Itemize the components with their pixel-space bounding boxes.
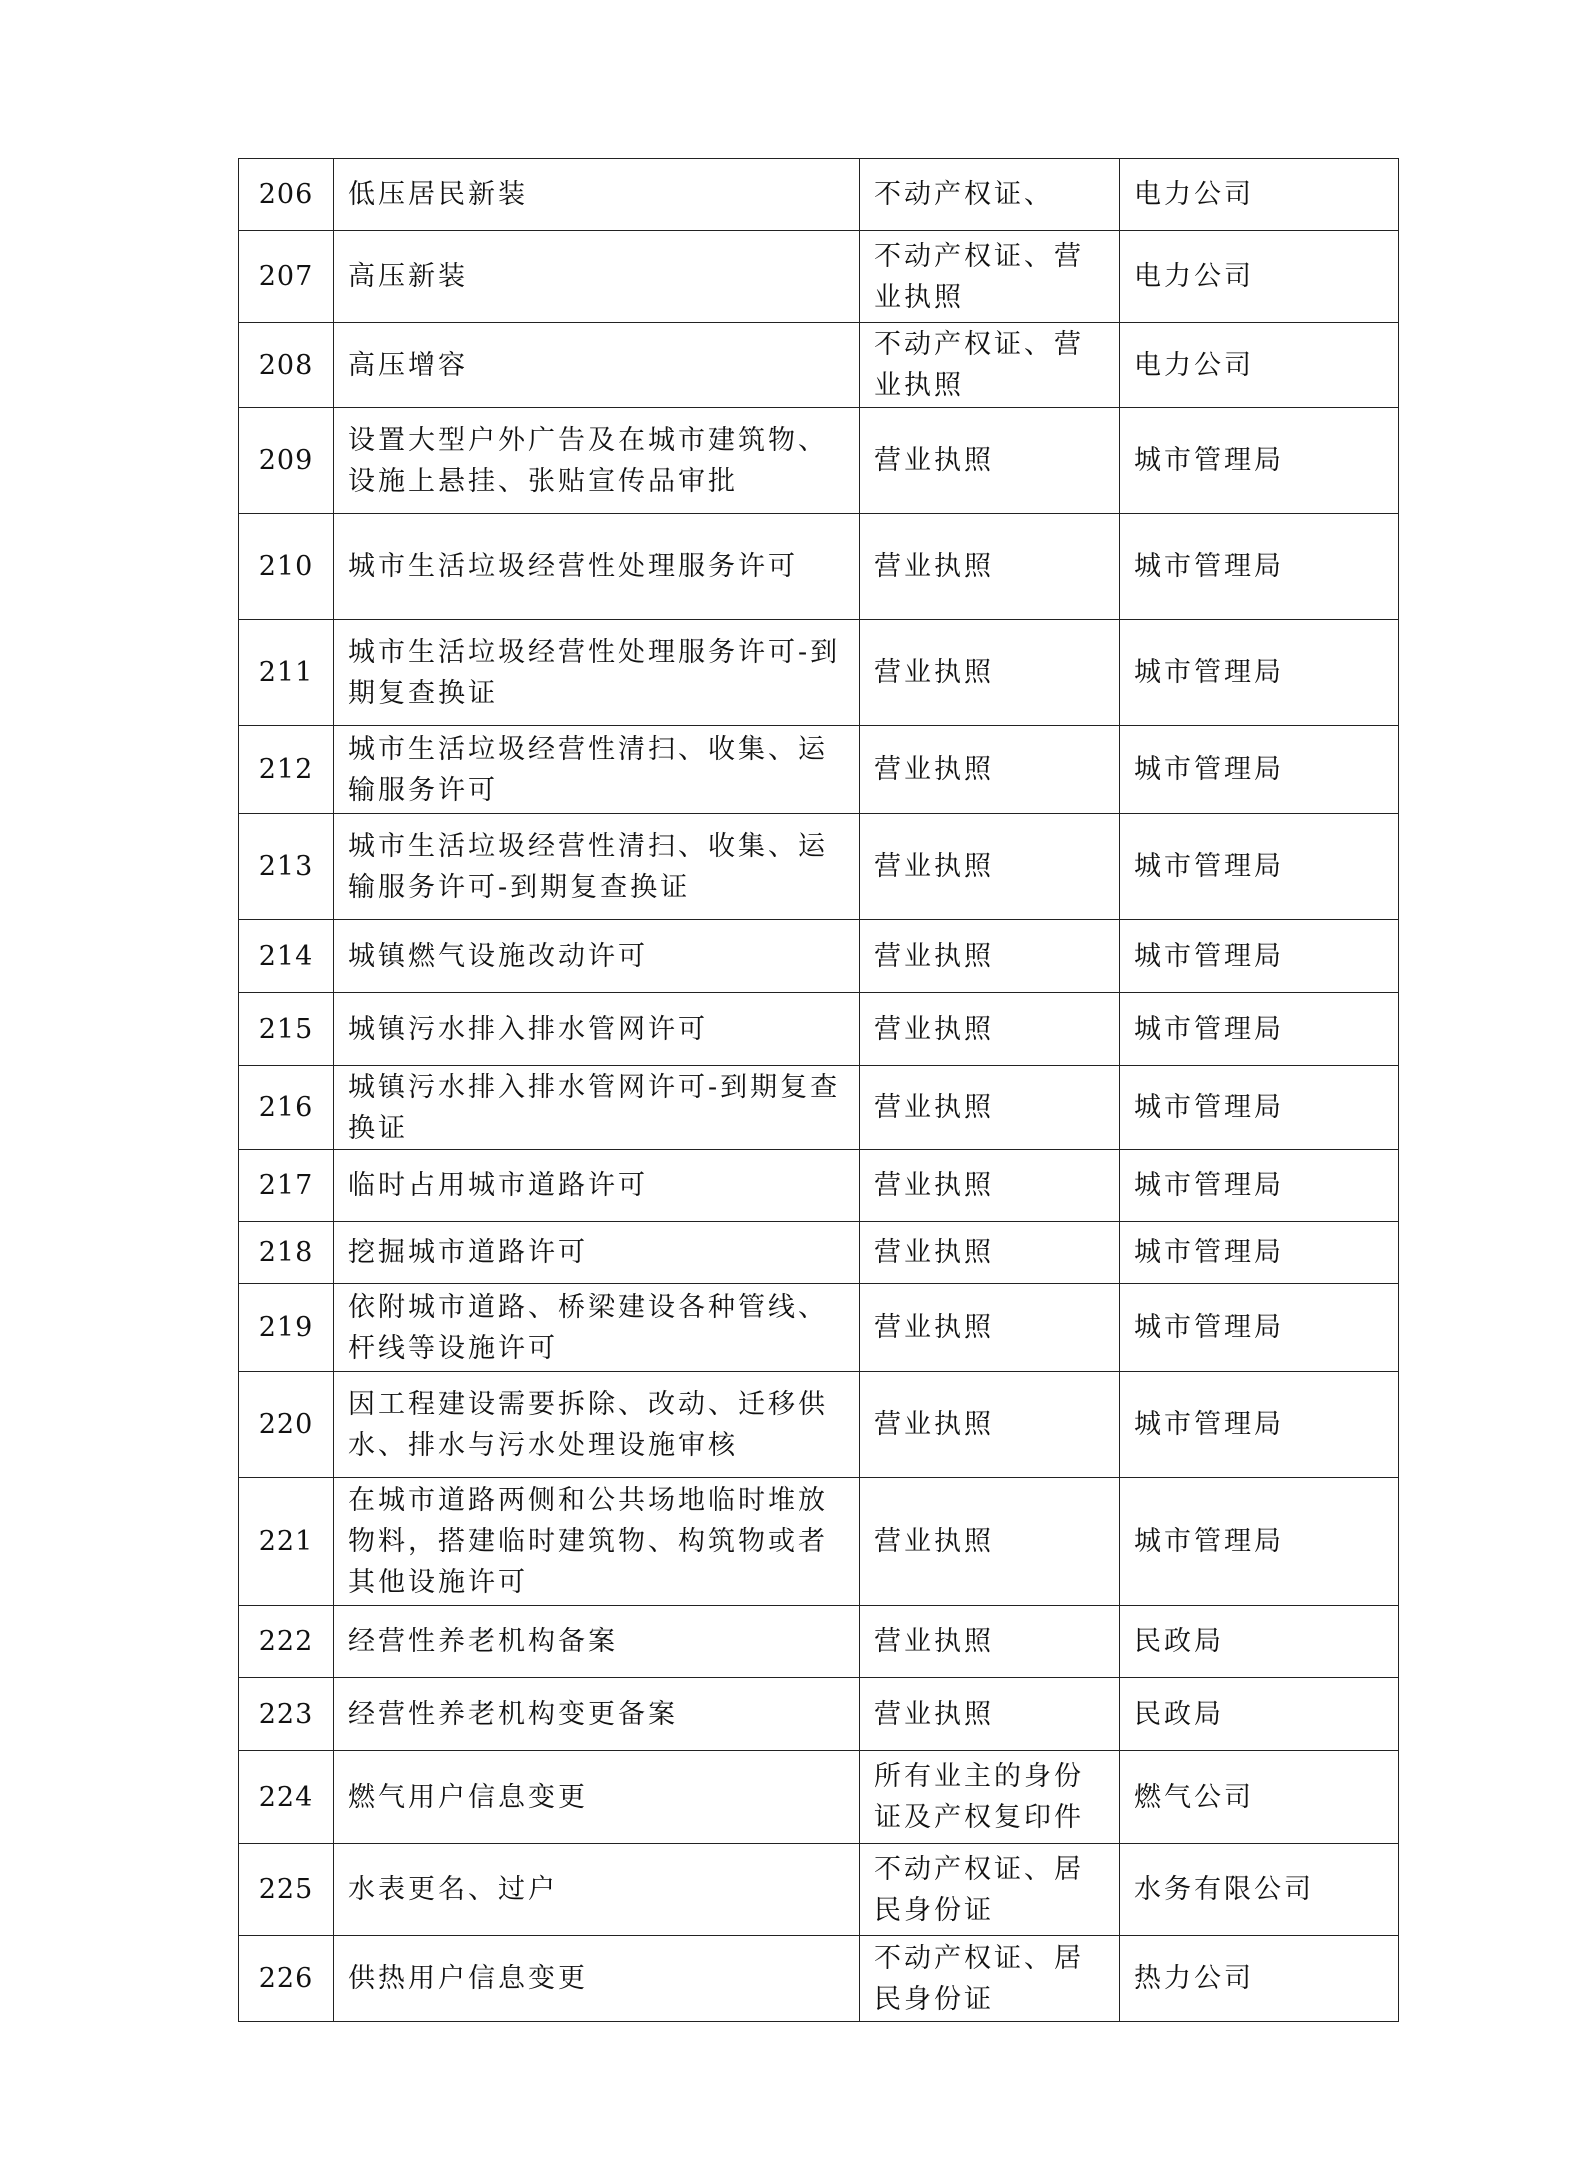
row-number: 218 (239, 1222, 334, 1284)
item-name: 高压增容 (334, 323, 860, 408)
department: 城市管理局 (1120, 993, 1399, 1066)
table-row (239, 1844, 1399, 1936)
item-name: 燃气用户信息变更 (334, 1751, 860, 1844)
row-number: 226 (239, 1936, 334, 2022)
required-materials: 营业执照 (860, 1066, 1120, 1150)
row-number: 225 (239, 1844, 334, 1936)
table-row (239, 1066, 1399, 1150)
item-name: 城市生活垃圾经营性清扫、收集、运输服务许可 (334, 726, 860, 814)
row-number: 207 (239, 231, 334, 323)
department: 电力公司 (1120, 231, 1399, 323)
row-number: 215 (239, 993, 334, 1066)
department: 城市管理局 (1120, 1222, 1399, 1284)
row-number: 221 (239, 1478, 334, 1606)
required-materials: 营业执照 (860, 920, 1120, 993)
department: 城市管理局 (1120, 1284, 1399, 1372)
row-number: 217 (239, 1150, 334, 1222)
department: 燃气公司 (1120, 1751, 1399, 1844)
row-number: 216 (239, 1066, 334, 1150)
table-row (239, 1936, 1399, 2022)
table-row (239, 1150, 1399, 1222)
table-row (239, 1284, 1399, 1372)
required-materials: 营业执照 (860, 514, 1120, 620)
table-row (239, 920, 1399, 993)
item-name: 城镇污水排入排水管网许可-到期复查换证 (334, 1066, 860, 1150)
table-row (239, 231, 1399, 323)
required-materials: 不动产权证、居民身份证 (860, 1844, 1120, 1936)
item-name: 水表更名、过户 (334, 1844, 860, 1936)
table-row (239, 814, 1399, 920)
table-row (239, 620, 1399, 726)
required-materials: 不动产权证、营业执照 (860, 231, 1120, 323)
department: 城市管理局 (1120, 920, 1399, 993)
required-materials: 营业执照 (860, 814, 1120, 920)
table-row (239, 1372, 1399, 1478)
item-name: 高压新装 (334, 231, 860, 323)
row-number: 222 (239, 1606, 334, 1678)
row-number: 208 (239, 323, 334, 408)
row-number: 211 (239, 620, 334, 726)
service-items-table (238, 158, 1399, 2022)
table-body (239, 159, 1399, 2022)
table-row (239, 514, 1399, 620)
item-name: 经营性养老机构备案 (334, 1606, 860, 1678)
item-name: 经营性养老机构变更备案 (334, 1678, 860, 1751)
required-materials: 营业执照 (860, 1478, 1120, 1606)
row-number: 209 (239, 408, 334, 514)
required-materials: 所有业主的身份证及产权复印件 (860, 1751, 1120, 1844)
required-materials: 不动产权证、营业执照 (860, 323, 1120, 408)
required-materials: 不动产权证、居民身份证 (860, 1936, 1120, 2022)
item-name: 临时占用城市道路许可 (334, 1150, 860, 1222)
required-materials: 营业执照 (860, 620, 1120, 726)
item-name: 设置大型户外广告及在城市建筑物、设施上悬挂、张贴宣传品审批 (334, 408, 860, 514)
required-materials: 不动产权证、 (860, 159, 1120, 231)
table-row (239, 993, 1399, 1066)
department: 城市管理局 (1120, 1066, 1399, 1150)
department: 城市管理局 (1120, 1150, 1399, 1222)
department: 水务有限公司 (1120, 1844, 1399, 1936)
required-materials: 营业执照 (860, 1284, 1120, 1372)
row-number: 220 (239, 1372, 334, 1478)
item-name: 城镇燃气设施改动许可 (334, 920, 860, 993)
item-name: 城市生活垃圾经营性清扫、收集、运输服务许可-到期复查换证 (334, 814, 860, 920)
table-row (239, 1751, 1399, 1844)
required-materials: 营业执照 (860, 408, 1120, 514)
row-number: 224 (239, 1751, 334, 1844)
item-name: 挖掘城市道路许可 (334, 1222, 860, 1284)
item-name: 依附城市道路、桥梁建设各种管线、杆线等设施许可 (334, 1284, 860, 1372)
department: 城市管理局 (1120, 620, 1399, 726)
required-materials: 营业执照 (860, 726, 1120, 814)
required-materials: 营业执照 (860, 1372, 1120, 1478)
row-number: 212 (239, 726, 334, 814)
table-row (239, 159, 1399, 231)
department: 城市管理局 (1120, 514, 1399, 620)
department: 电力公司 (1120, 323, 1399, 408)
department: 热力公司 (1120, 1936, 1399, 2022)
department: 城市管理局 (1120, 726, 1399, 814)
department: 电力公司 (1120, 159, 1399, 231)
table-row (239, 726, 1399, 814)
required-materials: 营业执照 (860, 1150, 1120, 1222)
table-row (239, 1478, 1399, 1606)
department: 城市管理局 (1120, 1478, 1399, 1606)
required-materials: 营业执照 (860, 1222, 1120, 1284)
item-name: 在城市道路两侧和公共场地临时堆放物料，搭建临时建筑物、构筑物或者其他设施许可 (334, 1478, 860, 1606)
row-number: 214 (239, 920, 334, 993)
department: 城市管理局 (1120, 1372, 1399, 1478)
row-number: 219 (239, 1284, 334, 1372)
item-name: 低压居民新装 (334, 159, 860, 231)
row-number: 213 (239, 814, 334, 920)
table-row (239, 323, 1399, 408)
table-row (239, 408, 1399, 514)
department: 民政局 (1120, 1678, 1399, 1751)
required-materials: 营业执照 (860, 1606, 1120, 1678)
required-materials: 营业执照 (860, 993, 1120, 1066)
row-number: 206 (239, 159, 334, 231)
department: 城市管理局 (1120, 408, 1399, 514)
required-materials: 营业执照 (860, 1678, 1120, 1751)
item-name: 城市生活垃圾经营性处理服务许可 (334, 514, 860, 620)
item-name: 城市生活垃圾经营性处理服务许可-到期复查换证 (334, 620, 860, 726)
department: 城市管理局 (1120, 814, 1399, 920)
row-number: 223 (239, 1678, 334, 1751)
table-row (239, 1606, 1399, 1678)
item-name: 因工程建设需要拆除、改动、迁移供水、排水与污水处理设施审核 (334, 1372, 860, 1478)
item-name: 城镇污水排入排水管网许可 (334, 993, 860, 1066)
item-name: 供热用户信息变更 (334, 1936, 860, 2022)
table-row (239, 1222, 1399, 1284)
row-number: 210 (239, 514, 334, 620)
table-row (239, 1678, 1399, 1751)
department: 民政局 (1120, 1606, 1399, 1678)
